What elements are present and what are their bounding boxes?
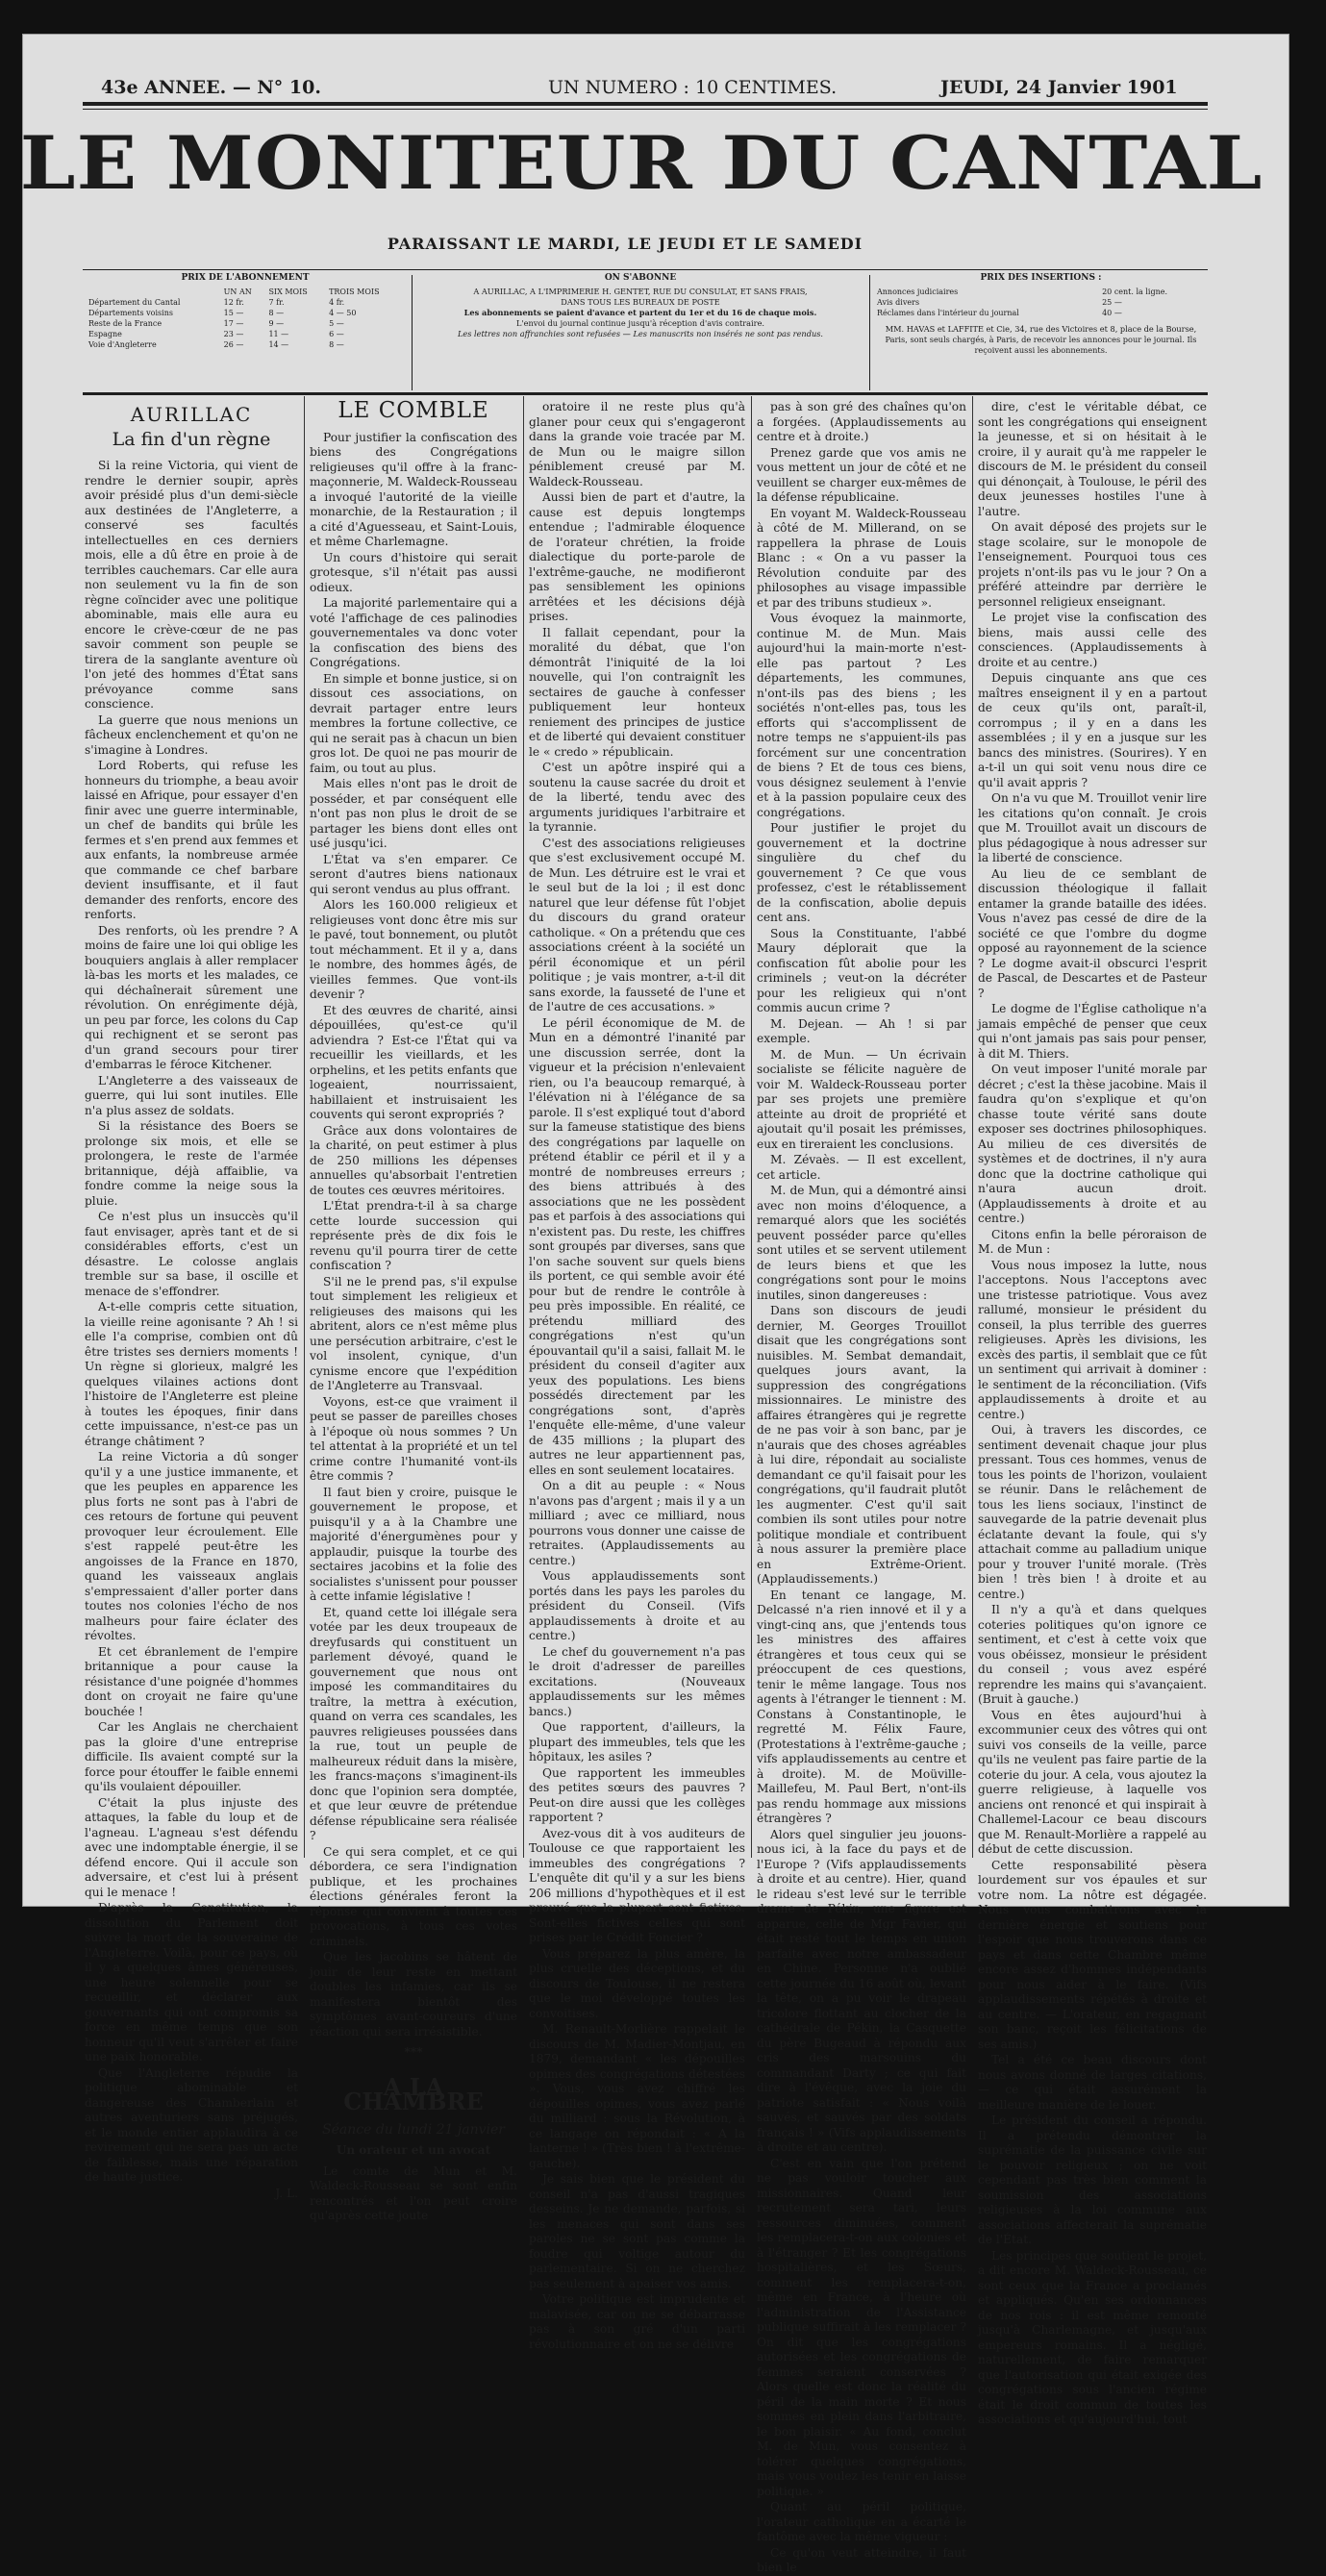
office-line: Les abonnements se paient d'avance et partent du 1er et du 16 de chaque mois. [463,308,817,317]
paragraph: Aussi bien de part et d'autre, la cause est depuis longtemps entendue ; l'admirable éloquence de l'orateur chrétien, la froide dialectique du porte-parole de l'extrême-gauche, ne modifieront pas sensiblement les opinions arrêtées et les décisions déjà prises. [529,490,745,623]
sub-cell: 11 — [268,330,289,338]
paragraph: Prenez garde que vos amis ne vous mettent un jour de côté et ne veuillent se charger eux-mêmes de la défense républicaine. [757,445,966,504]
box-divider [412,275,413,390]
article-title: LE COMBLE [338,398,489,423]
paragraph: Vous applaudissements sont portés dans les pays les paroles du président du Conseil. (Vifs applaudissements à droite et au centre.) [529,1569,745,1642]
paragraph: Ce n'est plus un insuccès qu'il faut envisager, après tant et de si considérables efforts, c'est un désastre. Le colosse anglais tremble sur sa base, il oscille et menace de s'effondrer. [85,1210,298,1298]
paragraph: Votre politique est imprudente et malavisée, car on ne se débarrasse pas à son gré d'un parti révolutionnaire et on ne se délivre [529,2292,745,2351]
paragraph: C'est des associations religieuses que s'est exclusivement occupé M. de Mun. Les détruire est le vrai et le seul but de la loi ; il est donc naturel que leur défense fût l'objet du discours du grand orateur catholique. « On a prétendu que ces associations créent à la société un péril économique et un péril politique ; je vais montrer, a-t-il dit sans exorde, la fausseté de l'une et de l'autre de ces accusations. » [529,836,745,1013]
paragraph: C'est en vain que l'on prétend ne pas vouloir toucher aux missionnaires. Quand leur recrutement sera tari, leurs ressources diminuées, comment les remplacera-t-on aux colonies et à l'étranger ? Et les congrégations hospitalières, et les Sœurs, comment les remplacera-t-on, même en France, à l'heure où l'administration de l'Assistance publique suffirait à les remplacer ? On dit que les congrégations autorisées et les congrégations de femmes seraient conservées ? Alors quelle est donc la réalité du péril de la main morte ? Et nous sommes en plein dans l'arbitraire, le bon plaisir. « Au fond, conclut M. de Mun, vous consentez à tolérer quelques congrégations, mais vous voulez les tenir en laisse politique. » [757,2156,966,2498]
column-rule [751,396,752,1858]
paragraph: Pour justifier le projet du gouvernement et la doctrine singulière du chef du gouvernement ? Ce que vous professez, c'est le rétablissement de la confiscation, abolie depuis cent ans. [757,821,966,924]
paragraph: Le péril économique de M. de Mun en a démontré l'inanité par une discussion serrée, dont la vigueur et la précision n'enlevaient rien, ou l'a beaucoup remarqué, à l'élévation ni à l'élégance de sa parole. Il s'est expliqué tout d'abord sur la fameuse statistique des biens des congrégations par laquelle on prétend établir ce péril et il y a montré de nombreuses erreurs ; des biens attribués à des associations que ne les possèdent pas et parfois à des associations qui n'existent pas. Du reste, les chiffres sont groupés par diverses, sans que l'on sache souvent sur quels biens ils portent, ce qui semble avoir été pour but de rendre le contrôle à peu près impossible. En réalité, ce prétendu milliard des congrégations n'est qu'un épouvantail qu'il a saisi, fallait M. le président du conseil d'agiter aux yeux des populations. Les biens possédés directement par les congrégations sont, d'après l'enquête elle-même, d'une valeur de 435 millions ; la plupart des autres ne leur appartiennent pas, elles en sont seulement locataires. [529,1015,745,1477]
stars-separator: *** [404,2045,423,2059]
paragraph: Mais elles n'ont pas le droit de posséder, et par conséquent elle n'ont pas non plus le droit de se partager les biens dont elles ont usé jusqu'ici. [310,777,517,850]
paragraph: D'après la Constitution, la dissolution du Parlement doit suivre la mort de la souveraine de l'Angleterre. Voilà, pour ce pays, où il y a quelques âmes généreuses, une heure solennelle pour se recueillir, et déclarer aux gouvernants qui ont compromis sa force en même temps que son honneur qu'il veut s'arrêter et faire une paix honorable. [85,1901,298,2063]
paragraph: Il n'y a qu'à et dans quelques coteries politiques qu'on ignore ce sentiment, et c'est à cette voix que vous obéissez, monsieur le président du conseil ; vous avez espéré reprendre les mains qui s'avançaient. (Bruit à gauche.) [978,1603,1207,1706]
section-aurillac: AURILLAC [130,403,253,426]
insertions-title: PRIX DES INSERTIONS : [980,273,1102,283]
paragraph: Depuis cinquante ans que ces maîtres enseignent il y en a partout de ceux qu'ils ont, paraît-il, corrompus ; il y en a dans les assemblées ; il y en a jusque sur les bancs des ministres. (Sourires). Y en a-t-il un qui soit venu nous dire ce qu'il avait appris ? [978,671,1207,789]
paragraph: C'était la plus injuste des attaques, la fable du loup et de l'agneau. L'agneau s'est défendu avec une indomptable énergie, il se défend encore. Qui il accule son adversaire, et c'est lui à présent qui le menace ! [85,1795,298,1899]
paragraph: On avait déposé des projets sur le stage scolaire, sur le monopole de l'enseignement. Pourquoi tous ces projets n'ont-ils pas vu le jour ? On a préféré atteindre par derrière le personnel religieux enseignant. [978,520,1207,609]
paragraph: La majorité parlementaire qui a voté l'affichage de ces palinodies gouvernementales va donc voter la confiscation des biens des Congrégations. [310,596,517,669]
paragraph: Un cours d'histoire qui serait grotesque, s'il n'était pas aussi odieux. [310,550,517,594]
paragraph: Avez-vous dit à vos auditeurs de Toulouse ce que rapportaient les immeubles des congrégations ? L'enquête dit qu'il y a sur les biens 206 millions d'hypothèques et il est prouvé que la plupart sont fictives. Sont-elles fictives celles qui sont prises par le Crédit Foncier ? [529,1826,745,1944]
insertions-table [875,287,1207,318]
column-1 [85,400,298,2200]
chamber-head: Un orateur et un avocat [336,2143,491,2157]
paragraph: Que rapportent les immeubles des petites sœurs des pauvres ? Peut-on dire aussi que les collèges rapportent ? [529,1765,745,1824]
sub-cell: 9 — [268,319,285,328]
paragraph: Le chef du gouvernement n'a pas le droit d'adresser de pareilles excitations. (Nouveaux applaudissements sur les mêmes bancs.) [529,1644,745,1718]
office-line: DANS TOUS LES BUREAUX DE POSTE [561,297,720,307]
paragraph: Au lieu de ce semblant de discussion théologique il fallait entamer la grande bataille des idées. Vous n'avez pas cessé de dire de la société ce que l'ombre du dogme opposé au rayonnement de la science ? Le dogme avait-il obscurci l'esprit de Pascal, de Descartes et de Pasteur ? [978,866,1207,1000]
paragraph: Que rapportent, d'ailleurs, la plupart des immeubles, tels que les hôpitaux, les asiles ? [529,1720,745,1763]
paragraph: On veut imposer l'unité morale par décret ; c'est la thèse jacobine. Mais il faudra qu'on s'explique et qu'on chasse toute vérité sans doute exposer ses doctrines philosophiques. Au milieu de ces diversités de systèmes et de doctrines, il n'y aura donc que la doctrine catholique qui n'aura aucun droit. (Applaudissements à droite et au centre.) [978,1063,1207,1225]
paragraph: Je sais bien que le président du conseil n'a pas d'aussi tragiques desseins. Je ne demande, parfois, si les menaces qui sont dans ses paroles ne se sont pas comme la foudre qui voltige autour du parlementaire. Si on ne cherchez pas seulement à apaiser vos amis. [529,2172,745,2290]
article-body [978,400,1207,2428]
paragraph: L'État va s'en emparer. Ce seront d'autres biens nationaux qui seront vendus au plus offrant. [310,852,517,896]
paragraph: Et des œuvres de charité, ainsi dépouillées, qu'est-ce qu'il adviendra ? Est-ce l'État qui va recueillir les vieillards, et les orphelins, et les petits enfants que logeaient, nourrissaient, habillaient et instruisaient les couvents qui seront expropriés ? [310,1003,517,1121]
column-3 [529,400,745,2351]
paragraph: On a dit au peuple : « Nous n'avons pas d'argent ; mais il y a un milliard ; avec ce milliard, nous pourrons vous donner une caisse de retraites. (Applaudissements au centre.) [529,1479,745,1567]
insertions-box [875,273,1207,390]
issue-price: UN NUMERO : 10 CENTIMES. [548,77,838,98]
paragraph: Des renforts, où les prendre ? A moins de faire une loi qui oblige les bouquiers anglais à aller remplacer là-bas les morts et les malades, ce qui déchaînerait sûrement une révolution. On enrégimente déjà, un peu par force, les colons du Cap qui rechignent et se seront pas d'un grand secours pour tirer d'embarras le féroce Kitchener. [85,923,298,1071]
box-top-rule [83,269,1208,270]
paragraph: Ce qu'on veut atteindre, il faut bien le [757,2545,966,2574]
paragraph: L'Angleterre a des vaisseaux de guerre, qui lui sont inutiles. Elle n'a plus assez de soldats. [85,1073,298,1117]
sub-cell: 26 — [223,340,244,349]
article-body [757,400,966,2576]
ins-cell: Réclames dans l'intérieur du journal [877,309,1019,317]
sub-cell: 23 — [223,330,244,338]
ins-cell: 40 — [1102,309,1122,317]
box-divider [869,275,870,390]
chamber-title: A LA CHAMBRE [343,2072,484,2115]
issue-date: JEUDI, 24 Janvier 1901 [940,77,1178,98]
column-5 [978,400,1207,2426]
paragraph: Vous préparez la plus amère, la plus cruelle des déceptions, et du discours de Toulouse, il ne restera que le moi développé toutes les convoitises. [529,1946,745,2020]
column-4 [757,400,966,2574]
article-body [529,400,745,2352]
paragraph: On n'a vu que M. Trouillot venir lire les citations qu'on connaît. Je crois que M. Trouillot avait un discours de plus pédagogique à nous adresser sur la liberté de conscience. [978,791,1207,864]
office-line: L'envoi du journal continue jusqu'à réception d'avis contraire. [515,318,765,328]
subscription-table [87,287,404,350]
paragraph: Citons enfin la belle péroraison de M. de Mun : [978,1227,1207,1256]
paragraph: Vous évoquez la mainmorte, continue M. de Mun. Mais aujourd'hui la main-morte n'est-elle pas partout ? Les départements, les communes, n'ont-ils pas des biens ; les sociétés n'ont-elles pas, tous les efforts qui s'accomplissent de notre temps ne s'appuient-ils pas forcément sur une concentration de biens ? Et de tous ces biens, vous désignez seulement à l'envie et à la passion populaire ceux des congrégations. [757,612,966,819]
paragraph: Alors les 160.000 religieux et religieuses vont donc être mis sur le pavé, tout bonnement, ou plutôt tout méchamment. Et il y a, dans le nombre, des hommes âgés, de vieilles femmes. Que vont-ils devenir ? [310,898,517,1001]
paragraph: Pour justifier la confiscation des biens des Congrégations religieuses qu'il offre à la franc-maçonnerie, M. Waldeck-Rousseau a invoqué l'autorité de la vieille monarchie, de la Restauration ; il a cité d'Aguesseau, et Saint-Louis, et même Charlemagne. [310,430,517,548]
sub-cell: 17 — [223,319,244,328]
masthead-title: LE MONITEUR DU CANTAL [19,120,1263,206]
paragraph: C'est un apôtre inspiré qui a soutenu la cause sacrée du droit et de la liberté, tendu avec des arguments juridiques l'arbitraire et la tyrannie. [529,761,745,834]
issue-number: 43e ANNEE. — N° 10. [101,77,321,98]
paragraph: M. Dejean. — Ah ! si par exemple. [757,1016,966,1045]
office-line: A AURILLAC, A L'IMPRIMERIE H. GENTET, RUE DU CONSULAT, ET SANS FRAIS, [473,287,808,296]
paragraph: Tel a été ce beau discours dont nous avons donné de larges citations, — ce qui était assurément la meilleure manière de le louer. [978,2053,1207,2112]
paragraph: Si la résistance des Boers se prolonge six mois, et elle se prolongera, le reste de l'armée britannique, déjà affaiblie, va fondre comme la neige sous la pluie. [85,1119,298,1208]
ins-cell: 20 cent. la ligne. [1102,288,1168,296]
paragraph: En tenant ce langage, M. Delcassé n'a rien innové et il y a vingt-cinq ans, que j'entends tous les ministres des affaires étrangères et tous ceux qui se préoccupent de ces questions, tenir le même langage. Tous nos agents à l'étranger le tiennent : M. Constans à Constantinople, le regretté M. Félix Faure, (Protestations à l'extrême-gauche ; vifs applaudissements au centre et à droite). M. de Moüville-Maillefeu, M. Paul Bert, n'ont-ils pas rendu hommage aux missions étrangères ? [757,1588,966,1825]
paragraph: En simple et bonne justice, si on dissout ces associations, on devrait partager entre leurs membres la fortune collective, ce qui ne serait pas à chacun un bien gros lot. De quoi ne pas mourir de faim, ou tout au plus. [310,671,517,775]
sub-cell: Voie d'Angleterre [88,340,157,349]
sub-cell: 7 fr. [268,298,285,307]
office-box [417,273,863,390]
article-title: La fin d'un règne [112,428,271,450]
columns-top-rule [83,392,1208,395]
chamber-subtitle: Séance du lundi 21 janvier [322,2121,505,2138]
ins-cell: Annonces judiciaires [877,288,959,296]
insertions-note: MM. HAVAS et LAFFITE et Cie, 34, rue des Victoires et 8, place de la Bourse, Paris, sont seuls chargés, à Paris, de recevoir les annonces pour le journal. Ils reçoivent aussi les abonnements. [885,324,1197,355]
paragraph: pas à son gré des chaînes qu'on a forgées. (Applaudissements au centre et à droite.) [757,400,966,443]
sub-header [87,287,222,297]
paragraph: Vous nous imposez la lutte, nous l'acceptons. Nous l'acceptons avec une tristesse patriotique. Vous avez rallumé, monsieur le président du conseil, la plus terrible des guerres religieuses. Après les divisions, les excès des partis, il semblait que ce fût un sentiment qui arrivait à dominer : le sentiment de la réconciliation. (Vifs applaudissements à droite et au centre.) [978,1258,1207,1421]
paragraph: Car les Anglais ne cherchaient pas la gloire d'une entreprise difficile. Ils avaient compté sur la force pour étouffer le faible ennemi qu'ils voulaient dépouiller. [85,1720,298,1793]
sub-header: UN AN [223,288,252,296]
sub-cell: 5 — [329,319,344,328]
sub-cell: 15 — [223,309,244,317]
paragraph: Il faut bien y croire, puisque le gouvernement le propose, et puisqu'il y a à la Chambre une majorité d'énergumènes pour y applaudir, puisque la tourbe des sectaires jacobins et la folie des socialistes s'unissent pour pousser à cette infamie législative ! [310,1485,517,1603]
paragraph: A-t-elle compris cette situation, la vieille reine agonisante ? Ah ! si elle l'a comprise, combien ont dû être tristes ses derniers moments ! Un règne si glorieux, malgré les quelques vilaines actions dont l'histoire de l'Angleterre est pleine à toutes les époques, finir dans cette impuissance, n'est-ce pas un étrange châtiment ? [85,1300,298,1448]
sub-cell: 8 — [329,340,344,349]
article-body [85,459,298,2186]
paragraph: Dans son discours de jeudi dernier, M. Georges Trouillot disait que les congrégations sont nuisibles. M. Sembat demandait, quelques jours avant, la suppression des congrégations missionnaires. Le ministre des affaires étrangères qui je regrette de ne pas voir à son banc, par je n'aurais que des choses agréables à lui dire, répondait au socialiste demandant ce qu'il faisait pour les congrégations, qu'il faudrait plutôt les augmenter. C'est qu'il sait combien ils sont utiles pour notre politique mondiale et contribuent à nous assurer la première place en Extrême-Orient. (Applaudissements.) [757,1304,966,1586]
sub-cell: 4 fr. [329,298,345,307]
paragraph: oratoire il ne reste plus qu'à glaner pour ceux qui s'engageront dans la grande voie tracée par M. de Mun ou le maigre sillon péniblement creusé par M. Waldeck-Rousseau. [529,400,745,488]
paragraph: L'État prendra-t-il à sa charge cette lourde succession qui représente près de dix fois le revenu qu'il pourra tirer de cette confiscation ? [310,1199,517,1272]
paragraph: Lord Roberts, qui refuse les honneurs du triomphe, a beau avoir laissé en Afrique, pour essayer d'en finir avec une guerre interminable, un chef de bandits qui brûle les fermes et s'en prend aux femmes et aux enfants, la nombreuse armée que commande ce chef barbare devient insuffisante, et il faut demander des renforts, encore des renforts. [85,759,298,921]
office-line: Les lettres non affranchies sont refusées — Les manuscrits non insérés ne sont pas rendus. [457,329,824,338]
paragraph: Le comte de Mun et M. Waldeck-Rousseau se sont enfin rencontrés et l'on peut croire qu'après cette joute [310,2163,517,2222]
sub-cell: Reste de la France [88,319,163,328]
paragraph: Les principes que soutient le projet, a dit encore M. Waldeck-Rousseau, ce sont ceux que la France a proclamés et appliqués. Qu'en ses ordonnances de nos rois : il est même remonté jusqu'à Charlemagne, et jusqu'aux empereurs romains. Il a négligé, naturellement, de faire remarquer que l'autorisation qui était exigée des congrégations sous l'ancien régime était le droit commun de toutes les associations et qu'aujourd'hui, tout [978,2248,1207,2426]
column-rule [972,396,973,1858]
paragraph: M. Renault-Morlière rappelait le discours de M. Madier-Montjau, en 1879, demandant « les dépouilles opimes des congrégations détestées ». Vous, vous avez chiffré les dépouilles opimes, vous avez parlé du milliard : sous la Révolution, à ce langage on répondait : « A la lanterne ! » (Très bien ! à l'extrême-gauche). [529,2022,745,2170]
sub-cell: Espagne [88,330,122,338]
sub-header: SIX MOIS [268,288,308,296]
paragraph: Que l'Angleterre répudie la politique abominable et dangereuse des Chamberlain et autres aventuriers sans préjugés, et le monde entier applaudira à ce revirement qui ne sera pas un acte de faiblesse, mais une réparation de haute justice. [85,2065,298,2184]
paragraph: Quant au péril politique, l'orateur catholique en a écarté le fantôme avec la même vigueur : [757,2500,966,2543]
paragraph: Ce qui sera complet, et ce qui débordera, ce sera l'indignation publique, et les prochaines élections générales feront la réponse qui convient à toutes ces provocations, à tous ces votes criminels. [310,1844,517,1948]
paragraph: Et, quand cette loi illégale sera votée par les deux troupeaux de dreyfusards qui constituent un parlement dévoyé, quand le gouvernement que nous ont imposé les commanditaires du traître, la mettra à exécution, quand on verra ces scandales, les pauvres religieuses poussées dans la rue, tout un peuple de malheureux réduit dans la misère, les francs-maçons s'imaginent-ils donc que l'opinion sera domptée, et que leur œuvre de prétendue défense républicaine sera réalisée ? [310,1605,517,1842]
column-rule [304,396,305,1858]
sub-cell: 8 — [268,309,285,317]
paragraph: Il fallait cependant, pour la moralité du débat, que l'on démontrât l'iniquité de la loi nouvelle, qui l'on contraignît les sectaires de gauche à confesser publiquement leur honteux reniement des principes de justice et de liberté qui devaient constituer le « credo » républicain. [529,625,745,759]
paragraph: Le projet vise la confiscation des biens, mais aussi celle des consciences. (Applaudissements à droite et au centre.) [978,611,1207,669]
office-title: ON S'ABONNE [604,273,677,283]
header-rule [83,102,1208,106]
sub-cell: 12 fr. [223,298,244,307]
sub-cell: 6 — [329,330,344,338]
sub-header: TROIS MOIS [329,288,380,296]
paragraph: Vous en êtes aujourd'hui à excommunier ceux des vôtres qui ont suivi vos conseils de la veille, parce qu'ils ne veulent pas faire partie de la coterie du jour. A cela, vous ajoutez la guerre religieuse, à laquelle vos anciens ont renoncé et qui inspirait à Challemel-Lacour ce beau discours que M. Renault-Morlière a rappelé au début de cette discussion. [978,1708,1207,1856]
paragraph: En voyant M. Waldeck-Rousseau à côté de M. Millerand, on se rappellera la phrase de Louis Blanc : « On a vu passer la Révolution conduite par des philosophes au visage impassible et par des tribuns studieux ». [757,506,966,610]
signature: J. L. [275,2186,298,2200]
periodicity: PARAISSANT LE MARDI, LE JEUDI ET LE SAMEDI [387,235,863,253]
ins-cell: Avis divers [877,298,920,307]
column-rule [523,396,524,1858]
paragraph: Le dogme de l'Église catholique n'a jamais empêché de penser que ceux qui n'ont jamais pas sais pour penser, à dit M. Thiers. [978,1002,1207,1061]
ins-cell: 25 — [1102,298,1122,307]
paragraph: La guerre que nous menions un fâcheux enclenchement et qu'on ne s'imagine à Londres. [85,713,298,757]
paragraph: S'il ne le prend pas, s'il expulse tout simplement les religieux et religieuses des maisons qui les abritent, alors ce n'est même plus une persécution arbitraire, c'est le vol insolent, cynique, d'un cynisme encore que l'expédition de l'Angleterre au Transvaal. [310,1274,517,1392]
paragraph: Sous la Constituante, l'abbé Maury déplorait que la confiscation fût abolie pour les criminels ; veut-on la décréter pour les religieux qui n'ont commis aucun crime ? [757,926,966,1014]
paragraph: dire, c'est le véritable débat, ce sont les congrégations qui enseignent la jeunesse, et si on hésitait à le croire, il y aurait qu'à me rappeler le discours de M. le président du conseil qui dénonçait, à Toulouse, le péril des deux jeunesses hostiles l'une à l'autre. [978,400,1207,518]
paragraph: Et cet ébranlement de l'empire britannique a pour cause la résistance d'une poignée d'hommes dont on croyait ne faire qu'une bouchée ! [85,1644,298,1718]
paragraph: Oui, à travers les discordes, ce sentiment devenait chaque jour plus pressant. Tous ces hommes, venus de tous les points de l'horizon, voulaient se réunir. Dans le relâchement de tous les liens sociaux, l'instinct de sauvegarde de la patrie devenait plus éclatante devant la foule, qui s'y attachait comme au palladium unique pour y trouver l'unité morale. (Très bien ! très bien ! à droite et au centre.) [978,1423,1207,1601]
paragraph: Voyons, est-ce que vraiment il peut se passer de pareilles choses à l'époque où nous sommes ? Un tel attentat à la propriété et un tel crime contre l'humanité vont-ils être commis ? [310,1394,517,1483]
subscription-box [87,273,404,390]
paragraph: Grâce aux dons volontaires de la charité, on peut estimer à plus de 250 millions les dépenses annuelles qu'absorbait l'entretien de toutes ces œuvres méritoires. [310,1123,517,1197]
paragraph: Cette responsabilité pèsera lourdement sur vos épaules et sur votre nom. La nôtre est dégagée. Nous vous combattrons avec la dernière énergie et soutiens pour l'espoir que nous trouverons dans ce pays et dans cette Chambre même encore assez d'hommes indépendants pour nous aider à le faire. (Vifs applaudissements répétés à droite et au centre. — L'orateur, en regagnant son banc, reçoit les félicitations de ses amis.) [978,1858,1207,2051]
paragraph: M. de Mun, qui a démontré ainsi avec non moins d'éloquence, a remarqué alors que les sociétés peuvent posséder parce qu'elles sont utiles et se servent utilement de leurs biens et que les congrégations sont pour le moins inutiles, sinon dangereuses : [757,1184,966,1302]
subscription-title: PRIX DE L'ABONNEMENT [181,273,310,283]
paragraph: M. Zévaès. — Il est excellent, cet article. [757,1153,966,1182]
paragraph: Alors quel singulier jeu jouons-nous ici, à la face du pays et de l'Europe ? (Vifs applaudissements à droite et au centre). Hier, quand le rideau s'est levé sur le terrible drame de Pékin, une figure est apparue, celle de Mgr Favier, qui était resté tout le temps en union parfaite avec notre ambassadeur en Chine. Personne n'a oublié cette journée du 16 août où, levant la tête, on a pu voir le drapeau tricolore flottant au clocher de la cathédrale de Pékin, la Casquette du père Bugeaud à répondu aux cris des marsouins du commandant Darty ; ce qui fait dire à l'évêque, avec la joie du patriote satisfait : « Nous voilà sauvés, et sauvés par des soldats français ! » (Vifs applaudissements à droite et au centre). [757,1827,966,2154]
article-body [310,431,517,2040]
paragraph: La reine Victoria a dû songer qu'il y a une justice immanente, et que les peuples en apparence les plus forts ne sont pas à l'abri de ces retours de fortune qui peuvent provoquer leur écroulement. Elle s'est rappelé peut-être les angoisses de la France en 1870, quand les vaisseaux anglais s'empressaient d'aller porter dans toutes nos colonies l'écho de nos malheurs pour faire éclater des révoltes. [85,1450,298,1642]
paragraph: M. de Mun. — Un écrivain socialiste se félicite naguère de voir M. Waldeck-Rousseau porter par ses projets une première atteinte au droit de propriété et ajoutait qu'il posait les prémisses, eux en tireraient les conclusions. [757,1047,966,1151]
paragraph: Le président du conseil a répondu. Il a prétendu démontrer la suprématie de la puissance civile sur le pouvoir religieux ; on ne voit cependant pas très bien comment la soumission des associations religieuses à la loi commune aux associations affecterait la suprématie de l'État. [978,2113,1207,2246]
sub-cell: Département du Cantal [88,298,181,307]
sub-cell: Départements voisins [88,309,173,317]
paragraph: Si la reine Victoria, qui vient de rendre le dernier soupir, après avoir présidé plus d'un demi-siècle aux destinées de l'Angleterre, a conservé ses facultés intellectuelles en ces derniers mois, elle a dû être en proie à de terribles cauchemars. Car elle aura non seulement vu la fin de son règne coïncider avec une politique abominable, mais elle aura eu encore le crève-cœur de ne pas savoir comment son peuple se tirera de la sanglante aventure où l'on jeté des hommes d'État sans prévoyance comme sans conscience. [85,459,298,711]
sub-cell: 14 — [268,340,289,349]
header-rule-thin [83,109,1208,110]
sub-cell: 4 — 50 [329,309,357,317]
column-2 [310,398,517,2222]
paragraph: Que les jacobins se hâtent de jouir de leur reste en mettant doubles les infamies, car ils se manifestera bientôt des symptômes avant-coureurs d'une réaction qui sera irrésistible. [310,1950,517,2038]
